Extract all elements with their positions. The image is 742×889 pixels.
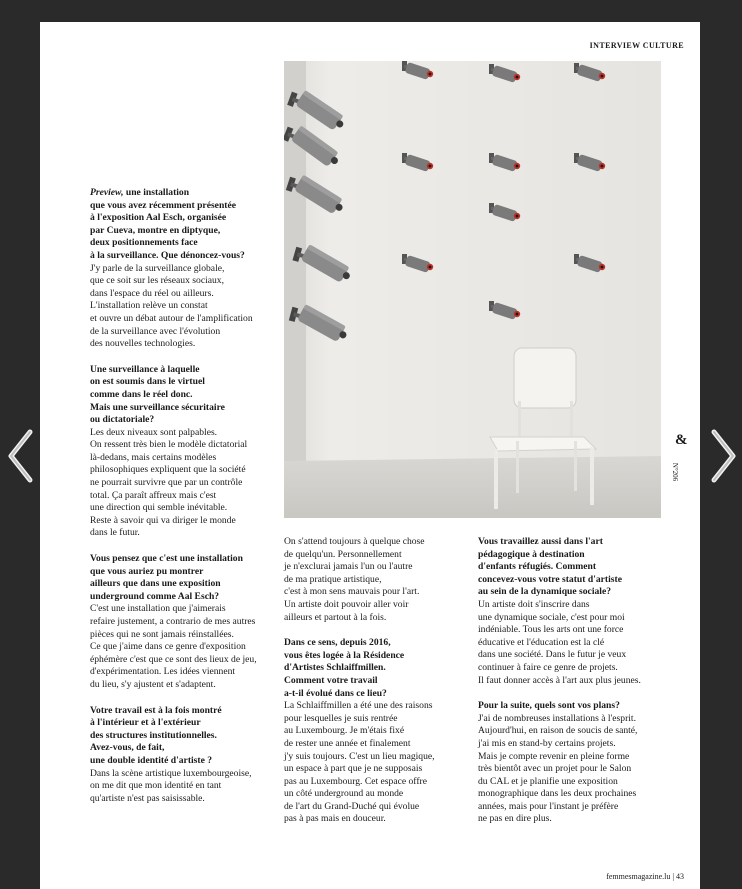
wall [284,61,661,518]
installation-photo [284,61,661,518]
question: Une surveillance à laquelle on est soumis dans le virtuel comme dans le réel donc. Mais une surveillance sécuritaire ou dictatoriale? [90,363,225,426]
chevron-left-icon [6,428,36,484]
floor [284,456,661,518]
page-footer [606,872,684,881]
answer: On s'attend toujours à quelque chose de quelqu'un. Personnellement je n'exclurai jamais l'un ou l'autre de ma pratique artistique, c'est à mon sens mauvais pour l'art. Un artiste doit pouvoir aller voir ailleurs et partout à la fois. [284,536,425,623]
issue-mark [672,432,692,492]
qa-block [90,705,290,806]
footer-site: femmesmagazine.lu [606,872,671,881]
answer: Un artiste doit s'inscrire dans une dynamique sociale, c'est pour moi indéniable. Tous les arts ont une force éducative et l'éducation est la clé dans une société. Dans le futur je veux continuer à faire ce genre de projets. Il faut donner accès à l'art aux plus jeunes. [478,598,641,686]
answer: Les deux niveaux sont palpables. On ressent très bien le modèle dictatorial là-dedans, mais certains modèles philosophiques expliquent que la société ne pourrait survivre que par un contrôle total. Ça paraît affreux mais c'est une direction qui semble inévitable. Reste à savoir qui va diriger le monde dans le futur. [90,426,248,539]
footer-separator: | [672,872,674,881]
section-tag: INTERVIEW CULTURE [589,41,684,50]
question: Vous pensez que c'est une installation que vous auriez pu montrer ailleurs que dans une exposition underground comme Aal Esch? [90,553,243,602]
text-column-3 [478,536,668,839]
issue-number: N°206 [671,462,680,482]
magazine-logo-icon: & [675,432,688,448]
qa-block [478,700,668,826]
answer: C'est une installation que j'aimerais refaire justement, a contrario de mes autres pièces qui ne sont jamais réinstallées. Ce que j'aime dans ce genre d'exposition éphémère c'est que ce sont des lieux de jeu, d'expérimentation. Les idées viennent du lieu, s'y ajustent et s'adaptent. [90,603,257,690]
chevron-right-icon [708,428,738,484]
text-column-1 [90,187,290,818]
question: Preview, une installation que vous avez récemment présentée à l'exposition Aal Esch, organisée par Cueva, montre en diptyque, deux positionnements face à la surveillance. Que dénoncez-vous? [90,187,245,261]
qa-block [90,187,290,351]
question: Dans ce sens, depuis 2016, vous êtes logée à la Résidence d'Artistes Schlaiffmillen. Comment votre travail a-t-il évolué dans ce lieu? [284,637,405,699]
answer: La Schlaiffmillen a été une des raisons pour lesquelles je suis rentrée au Luxembourg. Je m'étais fixé de rester une année et finalement j'y suis toujours. C'est un lieu magique, un espace à part que je ne supposais pas au Luxembourg. Cet espace offre un côté underground au monde de l'art du Grand-Duché qui évolue pas à pas mais en douceur. [284,700,435,825]
answer: Dans la scène artistique luxembourgeoise, on me dit que mon identité en tant qu'artiste n'est pas saisissable. [90,767,252,804]
qa-block [478,536,668,687]
next-page-button[interactable] [708,428,738,484]
qa-block [90,553,290,692]
text-column-2 [284,536,469,839]
qa-block [284,637,469,826]
question: Vous travaillez aussi dans l'art pédagogique à destination d'enfants réfugiés. Comment concevez-vous votre statut d'artiste au sein de la dynamique sociale? [478,536,622,598]
qa-block [90,364,290,540]
qa-block [284,536,469,624]
question: Votre travail est à la fois montré à l'intérieur et à l'extérieur des structures institutionnelles. Avez-vous, de fait, une double identité d'artiste ? [90,704,222,766]
previous-page-button[interactable] [6,428,36,484]
page-number: 43 [676,872,684,881]
answer: J'ai de nombreuses installations à l'esprit. Aujourd'hui, en raison de soucis de santé, j'ai mis en stand-by certains projets. Mais je compte revenir en pleine forme très bientôt avec un projet pour le Salon du CAL et je planifie une exposition monographique dans les deux prochaines années, mais pour l'instant je préfère ne pas en dire plus. [478,712,638,825]
answer: J'y parle de la surveillance globale, que ce soit sur les réseaux sociaux, dans l'espace du réel ou ailleurs. L'installation relève un constat et ouvre un débat autour de l'amplification de la surveillance avec l'évolution des nouvelles technologies. [90,262,253,350]
magazine-page [40,22,700,889]
question-title: Preview, [90,187,124,198]
question: Pour la suite, quels sont vos plans? [478,700,620,712]
